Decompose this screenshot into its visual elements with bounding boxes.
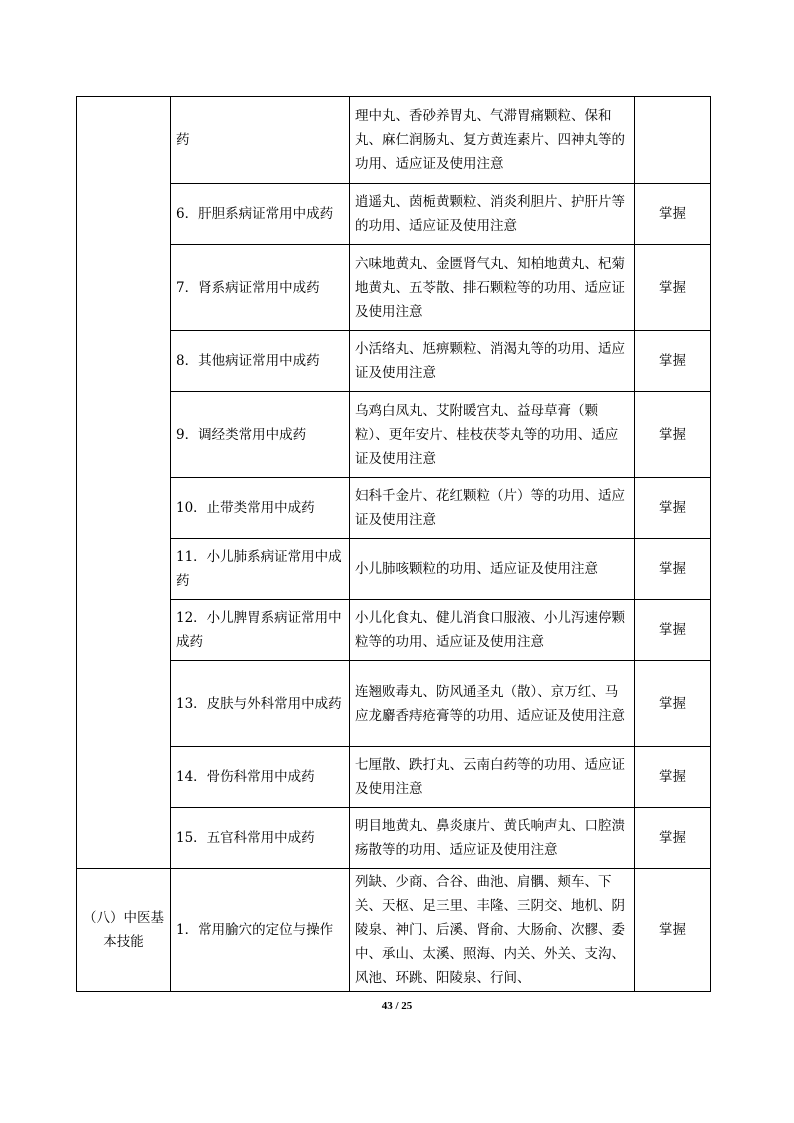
content-cell: 小儿肺咳颗粒的功用、适应证及使用注意 [350, 539, 635, 600]
category-cell [77, 97, 171, 869]
content-cell: 逍遥丸、茵栀黄颗粒、消炎利胆片、护肝片等的功用、适应证及使用注意 [350, 184, 635, 245]
requirement-cell: 掌握 [635, 600, 711, 661]
requirement-cell: 掌握 [635, 808, 711, 869]
table-row [77, 747, 711, 808]
table-row [77, 539, 711, 600]
topic-cell: 10．止带类常用中成药 [171, 478, 350, 539]
topic-cell: 13．皮肤与外科常用中成药 [171, 661, 350, 747]
requirement-cell: 掌握 [635, 661, 711, 747]
requirement-cell: 掌握 [635, 478, 711, 539]
topic-cell: 1．常用腧穴的定位与操作 [171, 869, 350, 992]
topic-cell: 6．肝胆系病证常用中成药 [171, 184, 350, 245]
topic-cell: 9．调经类常用中成药 [171, 392, 350, 478]
table-row [77, 808, 711, 869]
table-row [77, 478, 711, 539]
table-row [77, 245, 711, 331]
requirement-cell: 掌握 [635, 184, 711, 245]
content-cell: 小儿化食丸、健儿消食口服液、小儿泻速停颗粒等的功用、适应证及使用注意 [350, 600, 635, 661]
requirement-cell [635, 97, 711, 184]
content-cell: 理中丸、香砂养胃丸、气滞胃痛颗粒、保和丸、麻仁润肠丸、复方黄连素片、四神丸等的功用、适应证及使用注意 [350, 97, 635, 184]
table-row [77, 600, 711, 661]
requirement-cell: 掌握 [635, 539, 711, 600]
table-row [77, 392, 711, 478]
table-row [77, 661, 711, 747]
topic-cell: 8．其他病证常用中成药 [171, 331, 350, 392]
content-cell: 妇科千金片、花红颗粒（片）等的功用、适应证及使用注意 [350, 478, 635, 539]
table-row [77, 97, 711, 184]
syllabus-table [76, 96, 711, 992]
topic-cell: 7．肾系病证常用中成药 [171, 245, 350, 331]
requirement-cell: 掌握 [635, 392, 711, 478]
topic-cell: 15．五官科常用中成药 [171, 808, 350, 869]
requirement-cell: 掌握 [635, 747, 711, 808]
table-row [77, 331, 711, 392]
content-cell: 明目地黄丸、鼻炎康片、黄氏响声丸、口腔溃疡散等的功用、适应证及使用注意 [350, 808, 635, 869]
content-cell: 六味地黄丸、金匮肾气丸、知柏地黄丸、杞菊地黄丸、五苓散、排石颗粒等的功用、适应证及使用注意 [350, 245, 635, 331]
content-cell: 小活络丸、尪痹颗粒、消渴丸等的功用、适应证及使用注意 [350, 331, 635, 392]
topic-cell: 11．小儿肺系病证常用中成药 [171, 539, 350, 600]
content-cell: 连翘败毒丸、防风通圣丸（散）、京万红、马应龙麝香痔疮膏等的功用、适应证及使用注意 [350, 661, 635, 747]
requirement-cell: 掌握 [635, 331, 711, 392]
page-number: 43 / 25 [381, 1000, 413, 1012]
content-cell: 列缺、少商、合谷、曲池、肩髃、颊车、下关、天枢、足三里、丰隆、三阴交、地机、阴陵泉、神门、后溪、肾俞、大肠俞、次髎、委中、承山、太溪、照海、内关、外关、支沟、风池、环跳、阳陵泉、行间、 [350, 869, 635, 992]
requirement-cell: 掌握 [635, 245, 711, 331]
topic-cell: 12．小儿脾胃系病证常用中成药 [171, 600, 350, 661]
topic-cell: 14．骨伤科常用中成药 [171, 747, 350, 808]
table-row [77, 869, 711, 992]
content-cell: 乌鸡白凤丸、艾附暖宫丸、益母草膏（颗粒）、更年安片、桂枝茯苓丸等的功用、适应证及使用注意 [350, 392, 635, 478]
topic-cell: 药 [171, 97, 350, 184]
table-row [77, 184, 711, 245]
requirement-cell: 掌握 [635, 869, 711, 992]
content-cell: 七厘散、跌打丸、云南白药等的功用、适应证及使用注意 [350, 747, 635, 808]
category-cell: （八）中医基本技能 [77, 869, 171, 992]
